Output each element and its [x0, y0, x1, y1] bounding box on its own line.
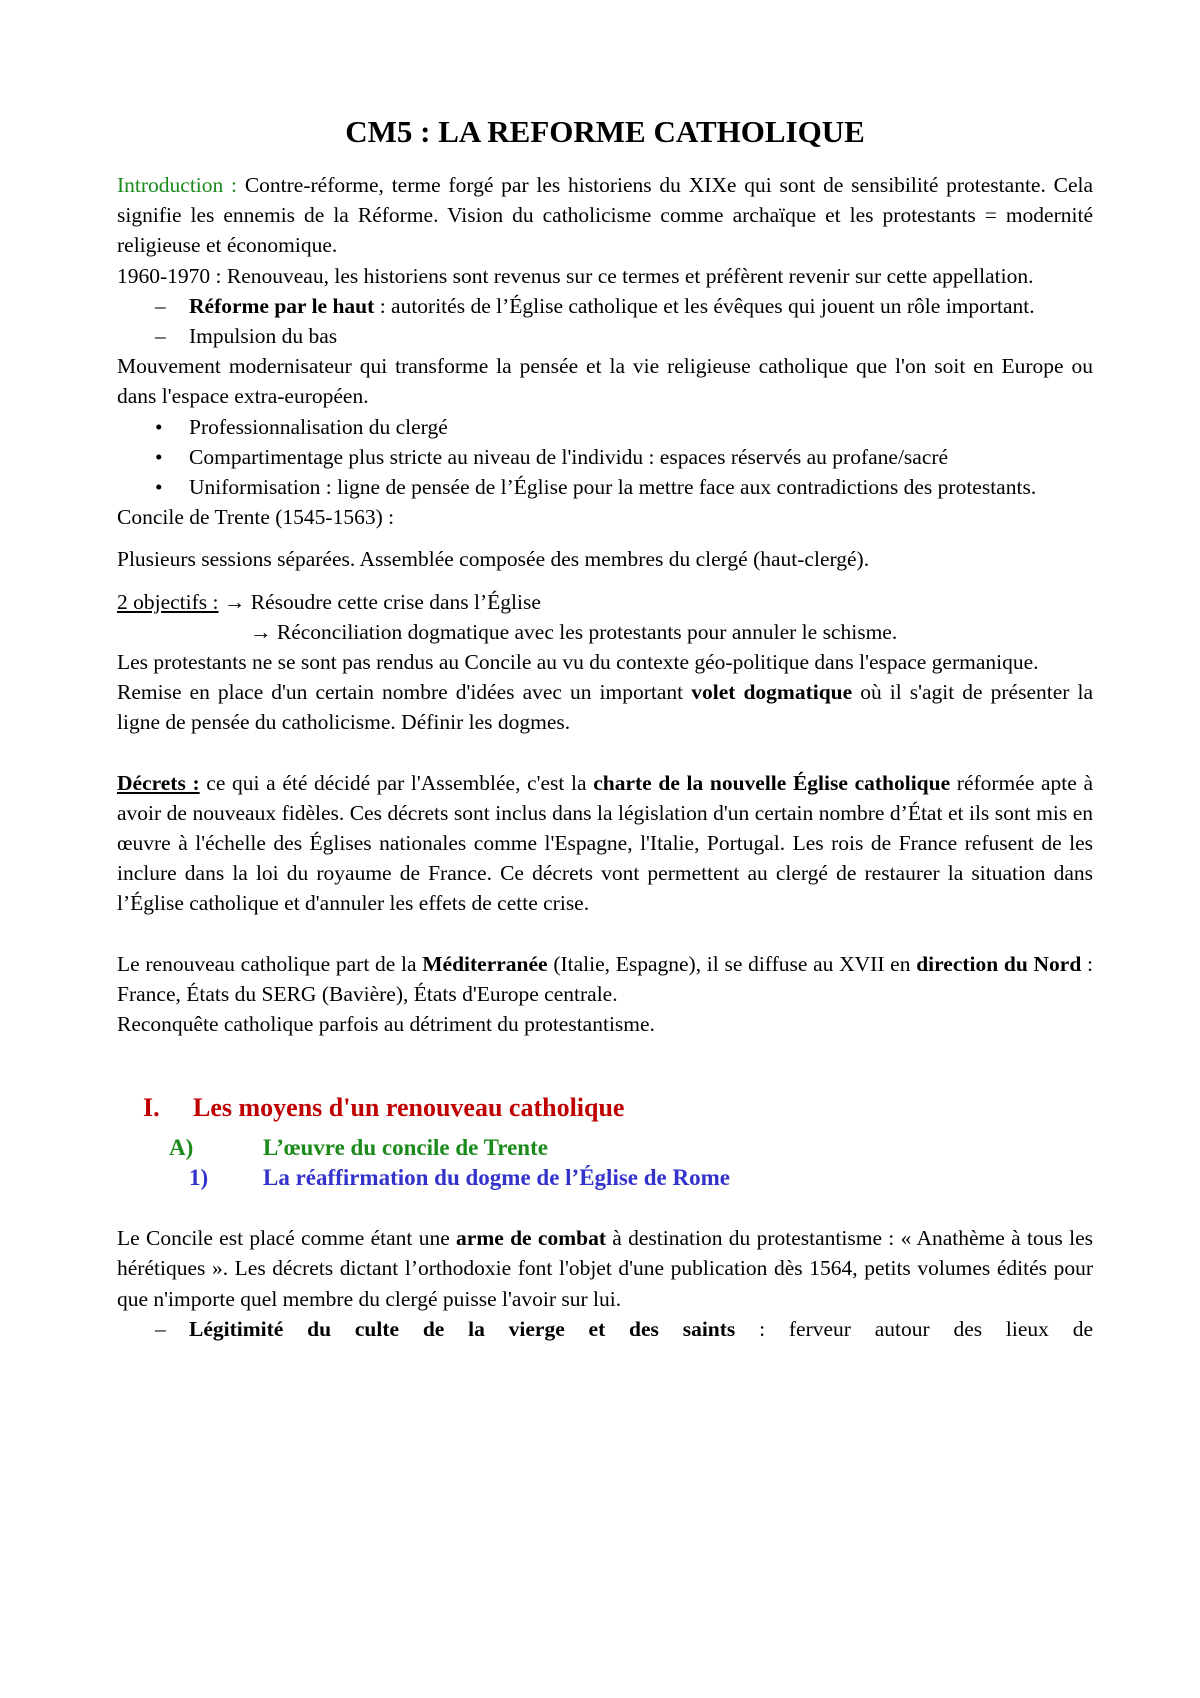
objectifs-line — [117, 587, 1093, 617]
renouveau2-bold-1: Méditerranée — [422, 951, 548, 976]
item-text: : ferveur autour des lieux de — [735, 1316, 1094, 1341]
decrets-text-a: ce qui a été décidé par l'Assemblée, c'est la — [199, 770, 594, 795]
list-item — [117, 291, 1093, 321]
renouveau2-text-c: : France, États du SERG (Bavière), États d'Europe centrale. — [117, 951, 1093, 1006]
renouveau2-paragraph — [117, 949, 1093, 1009]
decrets-paragraph — [117, 768, 1093, 919]
protestants-paragraph: Les protestants ne se sont pas rendus au Concile au vu du contexte géo-politique dans l'espace germanique. — [117, 650, 1039, 675]
section-heading-I — [117, 1089, 1093, 1127]
list-item — [117, 321, 1093, 351]
item-text: Impulsion du bas — [189, 324, 338, 349]
renouveau2-text-a: Le renouveau catholique part de la — [117, 951, 423, 976]
remise-paragraph — [117, 677, 1093, 737]
section-title: L’œuvre du concile de Trente — [263, 1135, 548, 1161]
item-bold: Légitimité du culte de la vierge et des saints — [189, 1316, 736, 1341]
list-item — [117, 442, 1093, 472]
list-item — [117, 1314, 1093, 1344]
bullet-marker: • — [155, 414, 163, 439]
list-item — [117, 472, 1093, 502]
objectif-2: → Réconciliation dogmatique avec les protestants pour annuler le schisme. — [250, 619, 898, 644]
bullet-marker: • — [155, 444, 163, 469]
intro-paragraph — [117, 170, 1093, 261]
decrets-label: Décrets : — [117, 770, 200, 795]
bullet-marker: • — [155, 475, 163, 500]
dash-list-2 — [117, 1314, 1093, 1344]
section-number: 1) — [189, 1165, 209, 1191]
section-heading-1 — [189, 1163, 1093, 1193]
dash-list — [117, 291, 1093, 351]
remise-bold: volet dogmatique — [691, 680, 853, 705]
concile-text-b: à destination du protestantisme : « Anathème à tous les hérétiques ». Les décrets dictant l’orthodoxie font l'objet d'une publication dès 1564, petits volumes édités pour que n'importe quel membre du clergé puisse l'avoir sur lui. — [117, 1226, 1093, 1311]
intro-text: Contre-réforme, terme forgé par les historiens du XIXe qui sont de sensibilité protestante. Cela signifie les ennemis de la Réforme. Vision du catholicisme comme archaïque et les protestants = modernité religieuse et économique. — [117, 173, 1094, 258]
list-item — [117, 412, 1093, 442]
concile-bold: arme de combat — [456, 1226, 606, 1251]
section-title: Les moyens d'un renouveau catholique — [193, 1093, 625, 1123]
remise-text-a: Remise en place d'un certain nombre d'idées avec un important — [117, 680, 692, 705]
renouveau-paragraph: 1960-1970 : Renouveau, les historiens sont revenus sur ce termes et préfèrent revenir sur cette appellation. — [117, 263, 1034, 288]
page-title: CM5 : LA REFORME CATHOLIQUE — [345, 114, 865, 149]
item-text: Compartimentage plus stricte au niveau de l'individu : espaces réservés au profane/sacré — [189, 444, 949, 469]
item-text: Professionnalisation du clergé — [189, 414, 448, 439]
section-number: A) — [169, 1135, 194, 1161]
remise-text-b: où il s'agit de présenter la ligne de pensée du catholicisme. Définir les dogmes. — [117, 680, 1093, 735]
renouveau2-text-b: (Italie, Espagne), il se diffuse au XVII en — [547, 951, 917, 976]
section-title: La réaffirmation du dogme de l’Église de Rome — [263, 1165, 730, 1191]
bullet-list — [117, 412, 1093, 503]
decrets-text-b: réformée apte à avoir de nouveaux fidèles. Ces décrets sont inclus dans la législation d'un certain nombre d’État et ils sont mis en œuvre à l'échelle des Églises nationales comme l'Espagne, l'Italie, Portugal. Les rois de France refusent de les inclure dans la loi du royaume de France. Ce décrets vont permettent au clergé de restaurer la situation dans l’Église catholique et d'annuler les effets de cette crise. — [117, 770, 1094, 916]
objectifs-label: 2 objectifs : — [117, 589, 219, 614]
concile-paragraph — [117, 1223, 1093, 1314]
section-heading-A — [169, 1133, 1093, 1163]
dash-marker: – — [155, 1316, 166, 1341]
concile-heading: Concile de Trente (1545-1563) : — [117, 505, 395, 530]
section-number: I. — [143, 1093, 160, 1123]
decrets-bold: charte de la nouvelle Église catholique — [593, 770, 951, 795]
document-page — [117, 112, 1093, 1344]
objectif-1: → Résoudre cette crise dans l’Église — [218, 589, 541, 614]
mouvement-paragraph: Mouvement modernisateur qui transforme la pensée et la vie religieuse catholique que l'on soit en Europe ou dans l'espace extra-européen. — [117, 354, 1093, 409]
reconquete-paragraph: Reconquête catholique parfois au détriment du protestantisme. — [117, 1012, 655, 1037]
item-bold: Réforme par le haut — [189, 293, 375, 318]
intro-label: Introduction : — [117, 173, 238, 197]
dash-marker: – — [155, 293, 166, 318]
item-text: : autorités de l’Église catholique et les évêques qui jouent un rôle important. — [374, 293, 1035, 318]
dash-marker: – — [155, 324, 166, 349]
item-text: Uniformisation : ligne de pensée de l’Église pour la mettre face aux contradictions des protestants. — [189, 475, 1037, 500]
renouveau2-bold-2: direction du Nord — [916, 951, 1082, 976]
concile-text-a: Le Concile est placé comme étant une — [117, 1226, 457, 1251]
sessions-paragraph: Plusieurs sessions séparées. Assemblée composée des membres du clergé (haut-clergé). — [117, 547, 870, 572]
